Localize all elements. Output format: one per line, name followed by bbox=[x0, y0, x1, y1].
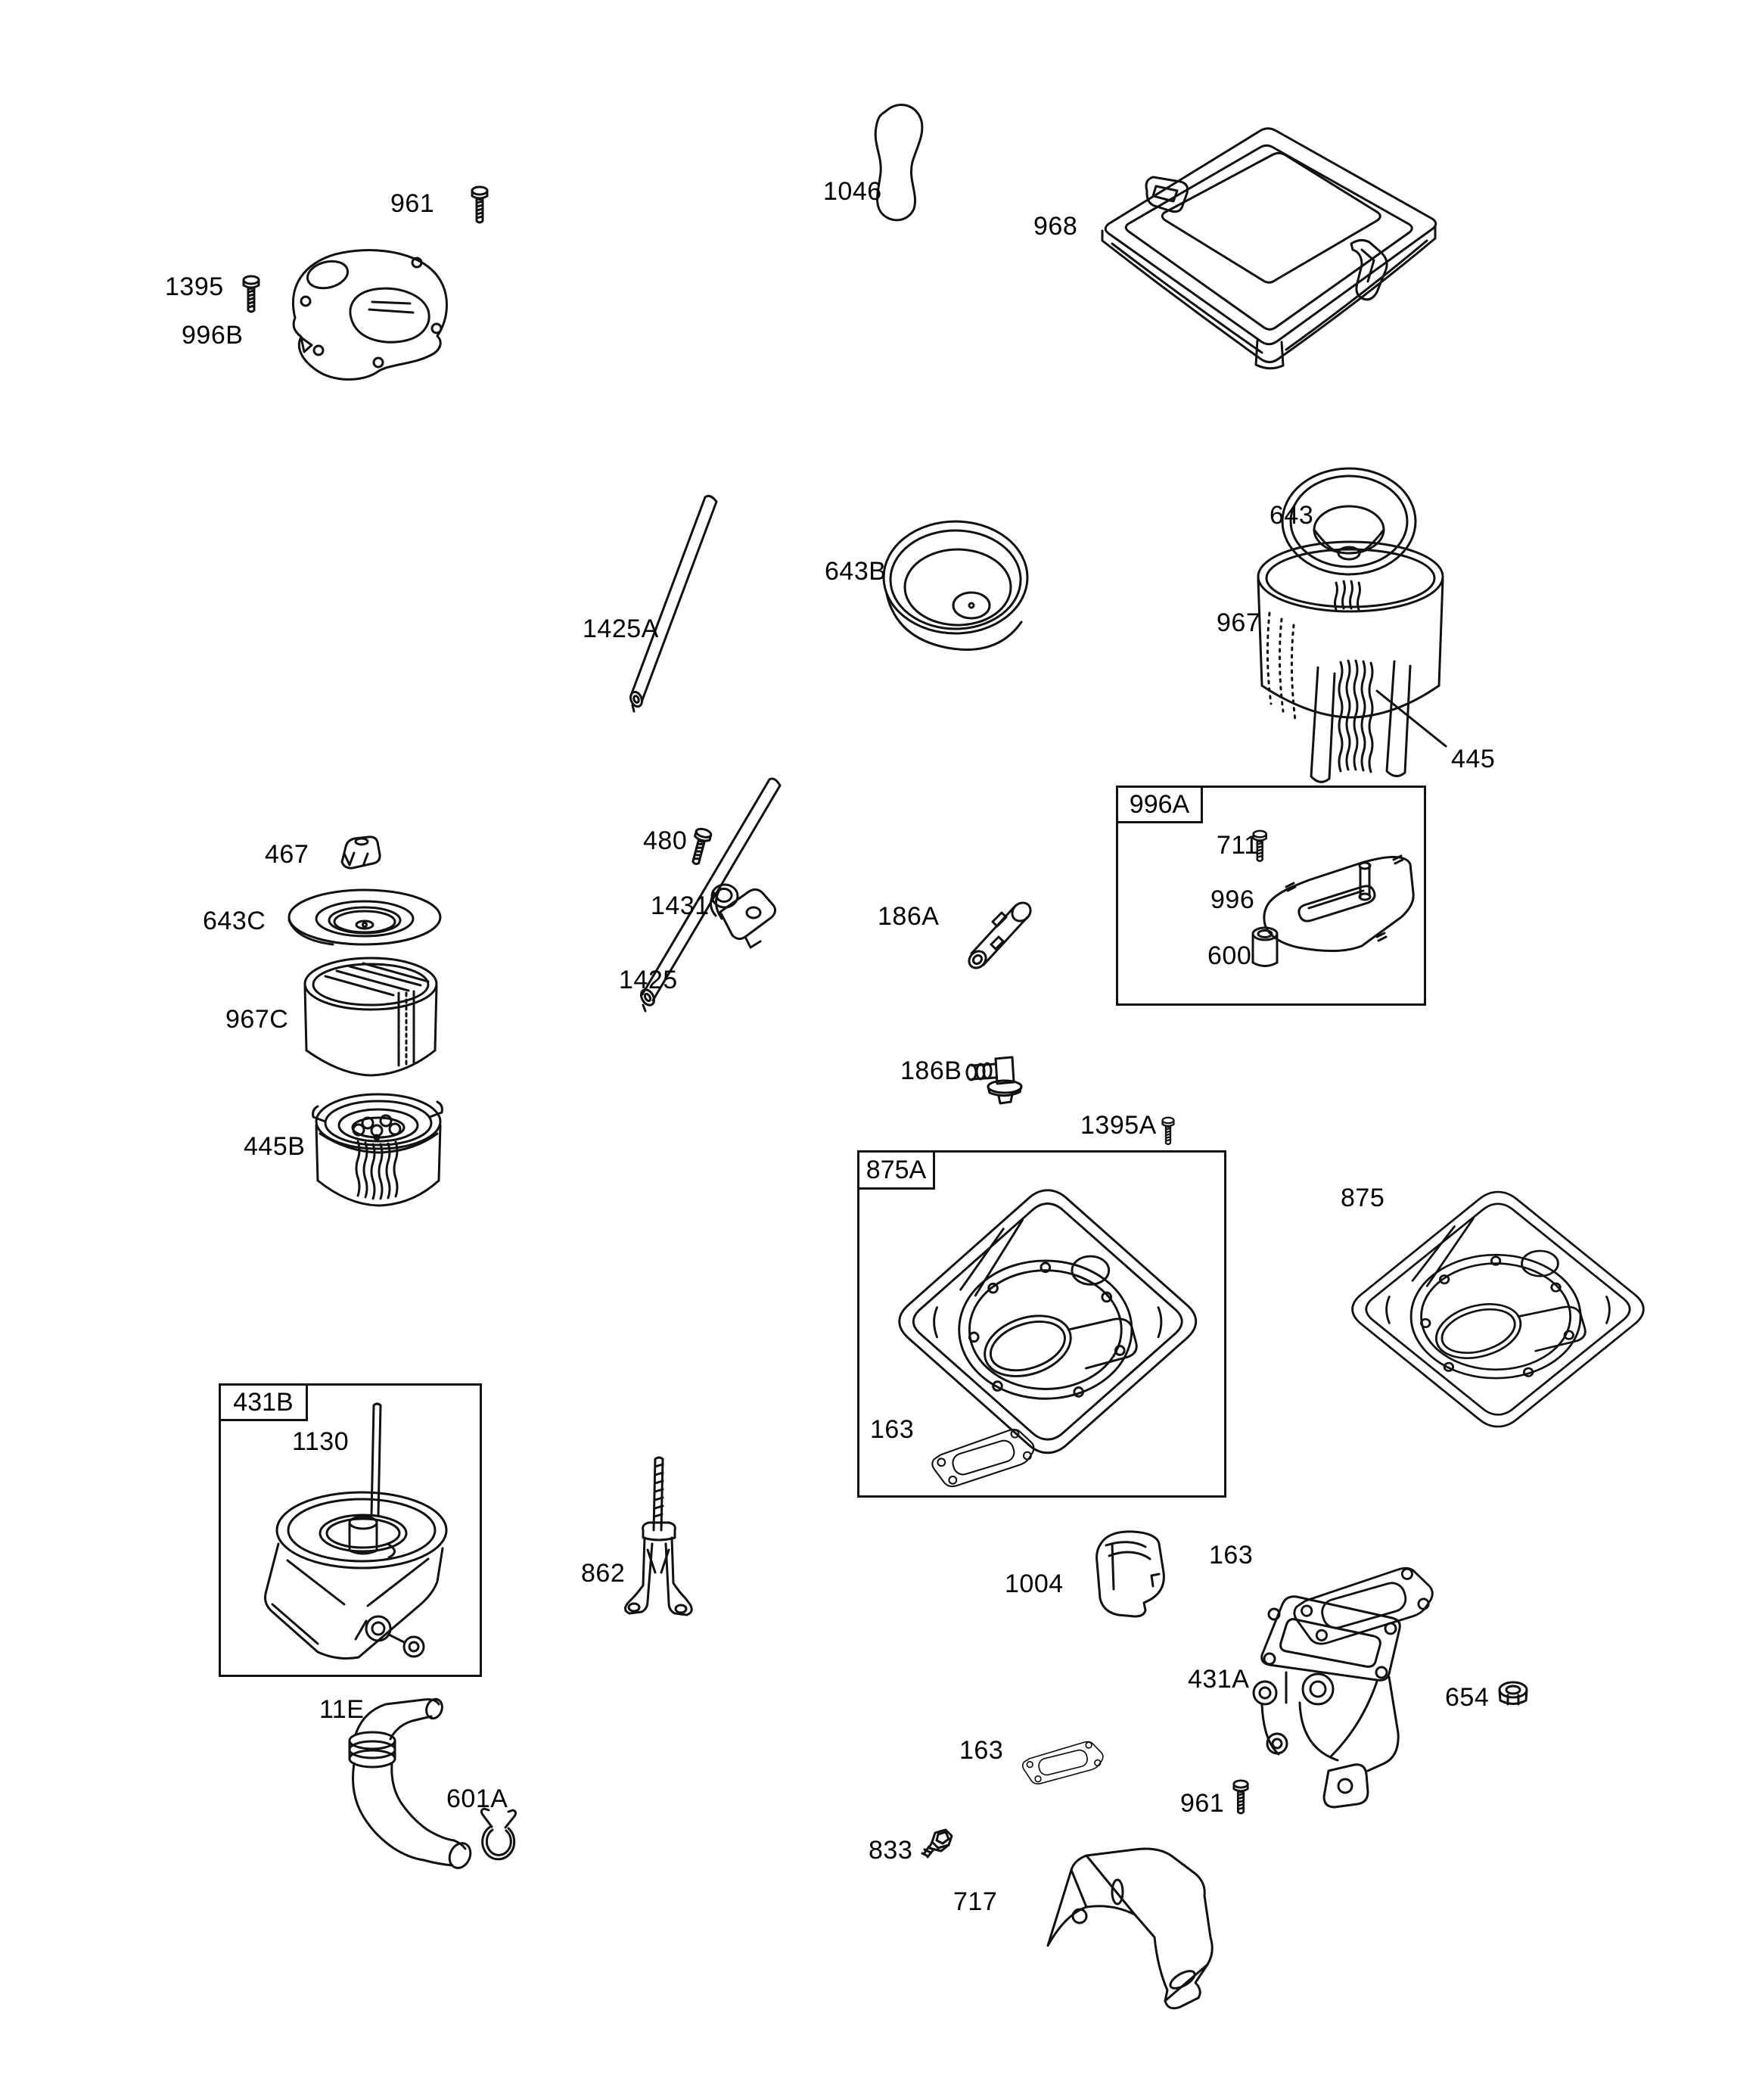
part-1395a-screw-drawing bbox=[1163, 1118, 1174, 1144]
callout-445B: 445B bbox=[244, 1132, 306, 1161]
callout-11E: 11E bbox=[319, 1695, 365, 1724]
callout-1395: 1395 bbox=[165, 272, 224, 301]
callout-961-low: 961 bbox=[1180, 1789, 1225, 1818]
leader-line-445 bbox=[1377, 691, 1446, 746]
part-833-bolt-drawing bbox=[922, 1830, 952, 1857]
callout-996B: 996B bbox=[182, 321, 244, 350]
callout-833: 833 bbox=[869, 1836, 913, 1865]
callout-967C: 967C bbox=[225, 1005, 289, 1034]
callout-1130: 1130 bbox=[292, 1427, 350, 1456]
callout-1425: 1425 bbox=[619, 966, 678, 994]
callout-862: 862 bbox=[581, 1559, 626, 1588]
part-961-screw-bottom-drawing bbox=[1234, 1781, 1248, 1813]
part-654-flange-nut-drawing bbox=[1500, 1682, 1527, 1704]
callout-1431: 1431 bbox=[651, 891, 710, 920]
part-643b-filter-bowl-drawing bbox=[884, 521, 1027, 649]
callout-163-low: 163 bbox=[959, 1736, 1004, 1765]
part-875-base-pan-drawing bbox=[1353, 1192, 1644, 1426]
group-box-431B bbox=[219, 1383, 482, 1677]
callout-961-top: 961 bbox=[390, 189, 435, 218]
part-1046-boot-gasket-drawing bbox=[875, 104, 922, 219]
part-480-bolt-drawing bbox=[688, 827, 712, 866]
callout-431A: 431A bbox=[1188, 1665, 1250, 1694]
callout-1395A: 1395A bbox=[1080, 1111, 1157, 1140]
callout-467: 467 bbox=[265, 840, 309, 869]
callout-875: 875 bbox=[1341, 1184, 1385, 1212]
callout-654: 654 bbox=[1445, 1683, 1490, 1712]
part-467-knob-drawing bbox=[342, 837, 380, 868]
part-961-screw-top-drawing bbox=[472, 187, 487, 222]
part-186b-elbow-fitting-drawing bbox=[967, 1057, 1021, 1103]
group-box-875A bbox=[857, 1150, 1226, 1498]
part-163-gasket-low-drawing bbox=[1021, 1739, 1106, 1787]
group-box-875A-tag: 875A bbox=[857, 1150, 935, 1190]
part-967c-foam-precleaner-drawing bbox=[305, 958, 437, 1075]
callout-163-mid: 163 bbox=[1209, 1541, 1254, 1570]
callout-717: 717 bbox=[953, 1887, 998, 1916]
callout-480: 480 bbox=[643, 826, 688, 855]
part-445b-filter-cartridge-drawing bbox=[313, 1094, 443, 1206]
callout-643C: 643C bbox=[203, 907, 266, 935]
part-1004-air-baffle-drawing bbox=[1097, 1532, 1164, 1616]
part-643c-cover-disc-drawing bbox=[289, 890, 440, 944]
callout-1004: 1004 bbox=[1005, 1570, 1064, 1598]
part-996b-cover-plate-drawing bbox=[293, 250, 446, 380]
part-968-air-cleaner-cover-drawing bbox=[1102, 129, 1436, 369]
callout-1046: 1046 bbox=[823, 177, 882, 206]
callout-186B: 186B bbox=[900, 1056, 962, 1085]
part-862-stud-bracket-drawing bbox=[625, 1458, 691, 1615]
callout-186A: 186A bbox=[878, 902, 940, 931]
callout-445: 445 bbox=[1451, 745, 1496, 773]
callout-968: 968 bbox=[1033, 212, 1078, 241]
callout-163-base: 163 bbox=[870, 1415, 915, 1444]
part-163-gasket-mid-drawing bbox=[1290, 1563, 1438, 1649]
callout-1425A: 1425A bbox=[583, 614, 659, 643]
part-1395-screw-drawing bbox=[244, 276, 259, 312]
group-box-996A-tag: 996A bbox=[1116, 786, 1203, 823]
callout-600: 600 bbox=[1207, 941, 1252, 970]
callout-996: 996 bbox=[1210, 885, 1255, 914]
part-186a-hose-fitting-drawing bbox=[965, 899, 1034, 972]
group-box-431B-tag: 431B bbox=[219, 1383, 308, 1421]
callout-643: 643 bbox=[1270, 501, 1314, 530]
callout-967: 967 bbox=[1217, 608, 1261, 637]
callout-643B: 643B bbox=[825, 557, 887, 586]
part-601a-hose-clamp-drawing bbox=[481, 1809, 515, 1859]
part-717-support-bracket-drawing bbox=[1048, 1849, 1212, 2008]
callout-711: 711 bbox=[1217, 831, 1259, 860]
part-1425a-breather-tube-drawing bbox=[629, 496, 716, 711]
callout-601A: 601A bbox=[446, 1784, 508, 1813]
